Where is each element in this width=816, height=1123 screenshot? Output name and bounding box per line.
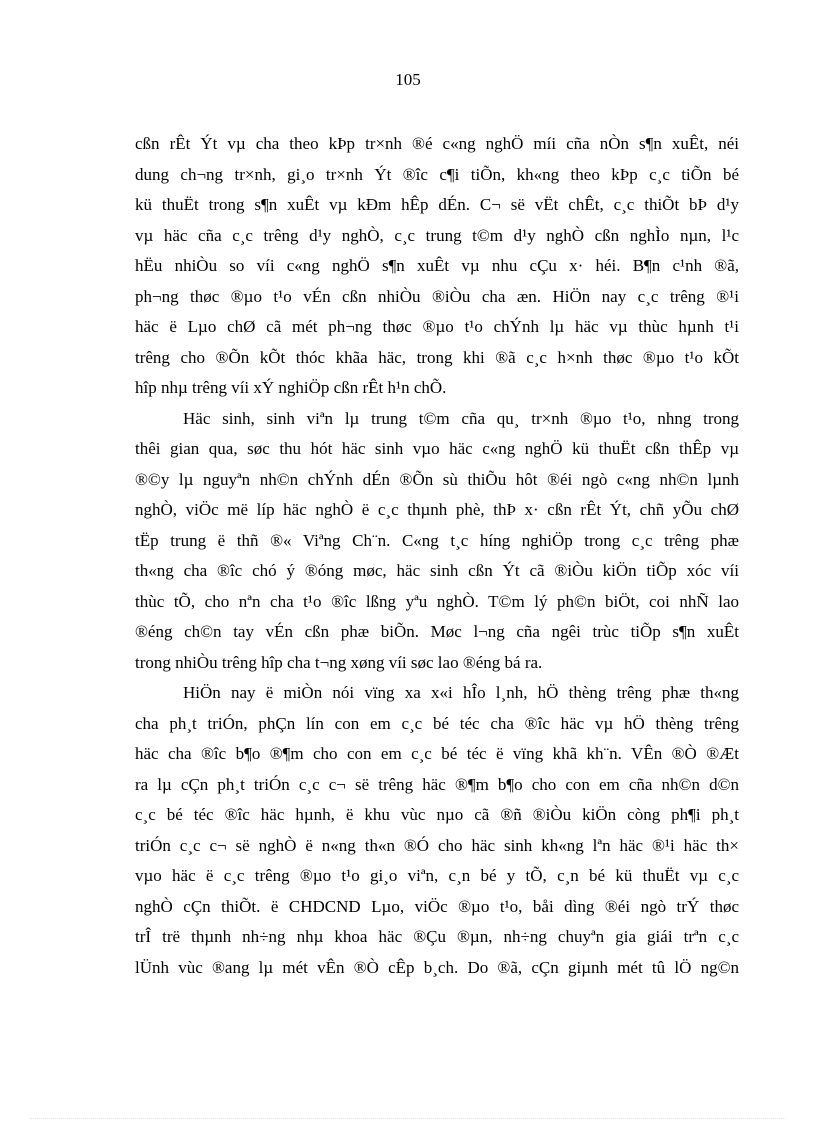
text-line: vµ häc cña c¸c trêng d¹y nghÒ, c¸c trung t©m d¹y nghÒ cßn nghÌo nµn, l¹c	[135, 225, 739, 245]
text-line: häc ë Lµo chØ cã mét ph¬ng thøc ®µo t¹o chÝnh lµ häc vµ thùc hµnh t¹i	[135, 317, 739, 336]
text-line: tËp trung ë thñ ®« Viªng Ch¨n. C«ng t¸c híng nghiÖp trong c¸c trêng phæ	[135, 530, 739, 550]
text-line: Häc sinh, sinh viªn lµ trung t©m cña qu¸ tr×nh ®µo t¹o, nhng trong	[183, 408, 739, 428]
page-bottom-rule	[30, 1118, 786, 1119]
text-line: ®éng ch©n tay vÉn cßn phæ biÕn. Møc l¬ng cña ngêi trùc tiÕp s¶n xuÊt	[135, 622, 739, 641]
text-line: hËu nhiÒu so víi c«ng nghÖ s¶n xuÊt vµ nhu cÇu x· héi. B¶n c¹nh ®ã,	[135, 256, 739, 275]
text-line: c¸c bé téc ®îc häc hµnh, ë khu vùc nµo cã ®ñ ®iÒu kiÖn còng ph¶i ph¸t	[135, 805, 739, 824]
text-line: hîp nhµ trêng víi xÝ nghiÖp cßn rÊt h¹n chÕ.	[135, 378, 447, 397]
text-line: trong nhiÒu trêng hîp cha t¬ng xøng víi søc lao ®éng bá ra.	[135, 652, 543, 672]
text-line: thêi gian qua, søc thu hót häc sinh vµo häc c«ng nghÖ kü thuËt cßn thÊp vµ	[135, 439, 739, 458]
text-line: lÜnh vùc ®ang lµ mét vÊn ®Ò cÊp b¸ch. Do ®ã, cÇn giµnh mét tû lÖ ng©n	[135, 957, 739, 977]
body-text	[135, 129, 739, 983]
text-line: ®©y lµ nguyªn nh©n chÝnh dÉn ®Õn sù thiÕu hôt ®éi ngò c«ng nh©n lµnh	[135, 469, 739, 489]
text-line: häc cha ®îc b¶o ®¶m cho con em c¸c bé téc ë vïng khã kh¨n. VÊn ®Ò ®Æt	[135, 744, 739, 763]
text-line: kü thuËt trong s¶n xuÊt vµ kÐm hÊp dÉn. C¬ së vËt chÊt, c¸c thiÕt bÞ d¹y	[135, 195, 739, 214]
text-line: ra lµ cÇn ph¸t triÓn c¸c c¬ së trêng häc ®¶m b¶o cho con em cña nh©n d©n	[135, 774, 739, 794]
text-line: cßn rÊt Ýt vµ cha theo kÞp tr×nh ®é c«ng nghÖ míi cña nÒn s¶n xuÊt, néi	[135, 134, 739, 153]
page-number: 105	[395, 70, 421, 89]
text-line: trÎ trë thµnh nh÷ng nhµ khoa häc ®Çu ®µn, nh÷ng chuyªn gia giái trªn c¸c	[135, 927, 739, 946]
text-line: dung ch¬ng tr×nh, gi¸o tr×nh Ýt ®îc c¶i tiÕn, kh«ng theo kÞp c¸c tiÕn bé	[135, 164, 739, 184]
text-line: ph¬ng thøc ®µo t¹o vÉn cßn nhiÒu ®iÒu cha æn. HiÖn nay c¸c trêng ®¹i	[135, 286, 739, 306]
text-line: vµo häc ë c¸c trêng ®µo t¹o gi¸o viªn, c¸n bé y tÕ, c¸n bé kü thuËt vµ c¸c	[135, 866, 739, 885]
text-line: triÓn c¸c c¬ së nghÒ ë n«ng th«n ®Ó cho häc sinh kh«ng lªn häc ®¹i häc th×	[135, 835, 739, 855]
text-line: nghÒ cÇn thiÕt. ë CHDCND Lµo, viÖc ®µo t¹o, båi dìng ®éi ngò trÝ thøc	[135, 896, 739, 916]
text-line: cha ph¸t triÓn, phÇn lín con em c¸c bé téc cha ®îc häc vµ hÖ thèng trêng	[135, 713, 739, 733]
text-line: nghÒ, viÖc më líp häc nghÒ ë c¸c thµnh phè, thÞ x· cßn rÊt Ýt, chñ yÕu chØ	[135, 500, 739, 519]
text-line: thùc tÕ, cho nªn cha t¹o ®îc lßng yªu nghÒ. T©m lý ph©n biÖt, coi nhÑ lao	[135, 591, 739, 611]
text-line: trêng cho ®Õn kÕt thóc khãa häc, trong khi ®ã c¸c h×nh thøc ®µo t¹o kÕt	[135, 347, 739, 367]
text-line: th«ng cha ®îc chó ý ®óng møc, häc sinh cßn Ýt cã ®iÒu kiÖn tiÕp xóc víi	[135, 561, 739, 580]
text-line: HiÖn nay ë miÒn nói vïng xa x«i hÎo l¸nh, hÖ thèng trêng phæ th«ng	[183, 683, 739, 702]
